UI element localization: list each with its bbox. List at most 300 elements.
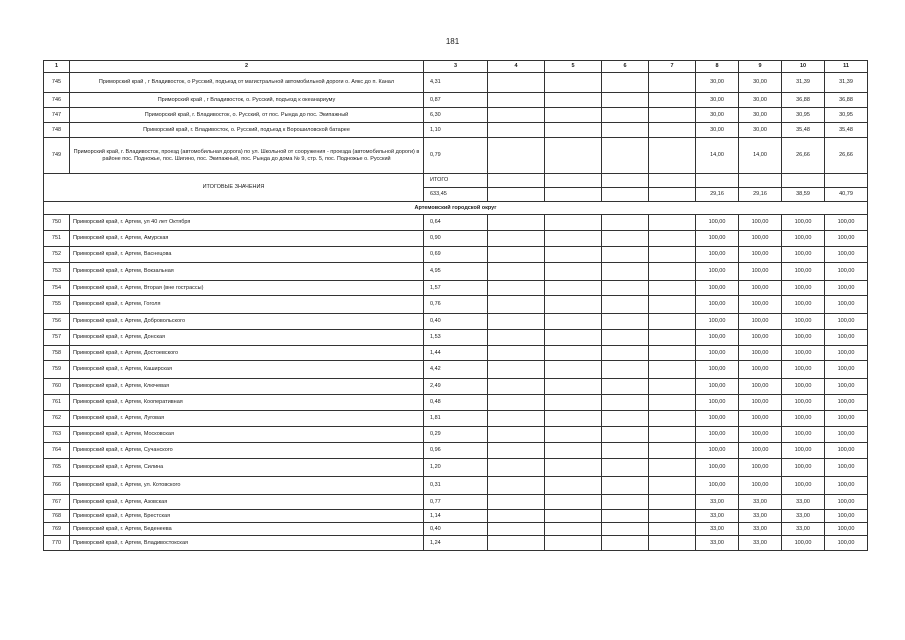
value-col-8: 33,00 <box>696 510 739 523</box>
road-name: Приморский край, г. Артем, Московская <box>70 427 424 443</box>
column-header-11: 11 <box>825 61 868 73</box>
column-header-6: 6 <box>602 61 649 73</box>
empty-cell <box>649 263 696 281</box>
value-col-9: 100,00 <box>739 395 782 411</box>
total-length: 633,45 <box>424 188 488 202</box>
empty-cell <box>545 108 602 123</box>
section-header-row <box>44 202 868 215</box>
value-col-8: 33,00 <box>696 523 739 536</box>
empty-cell <box>488 174 545 188</box>
empty-cell <box>649 379 696 395</box>
row-number: 762 <box>44 411 70 427</box>
table-row <box>44 427 868 443</box>
empty-cell <box>649 443 696 459</box>
table-row <box>44 73 868 93</box>
empty-cell <box>602 477 649 495</box>
empty-cell <box>545 247 602 263</box>
empty-cell <box>739 174 782 188</box>
row-number: 749 <box>44 138 70 174</box>
value-col-9: 100,00 <box>739 427 782 443</box>
table-row <box>44 93 868 108</box>
road-name: Приморский край, г. Артем, Владивостокская <box>70 536 424 551</box>
total-col-10: 38,59 <box>782 188 825 202</box>
value-col-10: 31,39 <box>782 73 825 93</box>
value-col-11: 31,39 <box>825 73 868 93</box>
value-col-11: 100,00 <box>825 459 868 477</box>
value-col-10: 100,00 <box>782 459 825 477</box>
length-value: 6,30 <box>424 108 488 123</box>
length-value: 1,57 <box>424 281 488 296</box>
length-value: 1,44 <box>424 346 488 361</box>
empty-cell <box>649 395 696 411</box>
road-name: Приморский край , г Владивосток, о Русский, подъезд от магистральной автомобильной дороги о. Аякс до п. Канал <box>70 73 424 93</box>
empty-cell <box>488 296 545 314</box>
table-row <box>44 296 868 314</box>
length-value: 1,20 <box>424 459 488 477</box>
row-number: 745 <box>44 73 70 93</box>
value-col-11: 100,00 <box>825 330 868 346</box>
value-col-11: 100,00 <box>825 247 868 263</box>
value-col-8: 100,00 <box>696 247 739 263</box>
value-col-10: 100,00 <box>782 411 825 427</box>
value-col-11: 100,00 <box>825 495 868 510</box>
empty-cell <box>545 93 602 108</box>
empty-cell <box>649 411 696 427</box>
value-col-8: 100,00 <box>696 379 739 395</box>
empty-cell <box>545 263 602 281</box>
value-col-8: 100,00 <box>696 443 739 459</box>
empty-cell <box>488 427 545 443</box>
length-value: 0,31 <box>424 477 488 495</box>
empty-cell <box>545 427 602 443</box>
empty-cell <box>649 123 696 138</box>
road-name: Приморский край, г. Артем, Донская <box>70 330 424 346</box>
empty-cell <box>488 443 545 459</box>
length-value: 0,40 <box>424 314 488 330</box>
column-header-3: 3 <box>424 61 488 73</box>
value-col-10: 33,00 <box>782 510 825 523</box>
table-row <box>44 459 868 477</box>
value-col-11: 100,00 <box>825 427 868 443</box>
table-row <box>44 495 868 510</box>
value-col-10: 100,00 <box>782 247 825 263</box>
road-name: Приморский край, г. Артем, Достоевского <box>70 346 424 361</box>
empty-cell <box>649 296 696 314</box>
empty-cell <box>488 459 545 477</box>
empty-cell <box>649 215 696 231</box>
totals-row-label <box>44 174 868 188</box>
value-col-8: 100,00 <box>696 215 739 231</box>
empty-cell <box>649 361 696 379</box>
empty-cell <box>602 138 649 174</box>
empty-cell <box>545 231 602 247</box>
value-col-9: 100,00 <box>739 477 782 495</box>
length-value: 0,76 <box>424 296 488 314</box>
table-row <box>44 231 868 247</box>
column-header-10: 10 <box>782 61 825 73</box>
column-header-9: 9 <box>739 61 782 73</box>
empty-cell <box>649 536 696 551</box>
value-col-11: 100,00 <box>825 231 868 247</box>
value-col-11: 100,00 <box>825 361 868 379</box>
column-header-7: 7 <box>649 61 696 73</box>
empty-cell <box>649 247 696 263</box>
empty-cell <box>602 296 649 314</box>
total-col-9: 29,16 <box>739 188 782 202</box>
length-value: 0,29 <box>424 427 488 443</box>
length-value: 0,79 <box>424 138 488 174</box>
empty-cell <box>602 123 649 138</box>
value-col-9: 100,00 <box>739 314 782 330</box>
road-data-table <box>43 60 868 551</box>
value-col-10: 100,00 <box>782 296 825 314</box>
value-col-11: 30,95 <box>825 108 868 123</box>
road-name: Приморский край, г. Артем, Кооперативная <box>70 395 424 411</box>
empty-cell <box>649 330 696 346</box>
length-value: 0,96 <box>424 443 488 459</box>
table-row <box>44 510 868 523</box>
row-number: 759 <box>44 361 70 379</box>
empty-cell <box>545 510 602 523</box>
value-col-9: 33,00 <box>739 495 782 510</box>
row-number: 746 <box>44 93 70 108</box>
value-col-8: 30,00 <box>696 93 739 108</box>
road-name: Приморский край, г. Артем, Вокзальная <box>70 263 424 281</box>
value-col-11: 100,00 <box>825 314 868 330</box>
road-name: Приморский край, г. Артем, Силина <box>70 459 424 477</box>
empty-cell <box>545 361 602 379</box>
empty-cell <box>602 330 649 346</box>
empty-cell <box>602 443 649 459</box>
empty-cell <box>649 523 696 536</box>
value-col-11: 100,00 <box>825 510 868 523</box>
empty-cell <box>602 247 649 263</box>
empty-cell <box>545 73 602 93</box>
empty-cell <box>545 314 602 330</box>
value-col-10: 100,00 <box>782 215 825 231</box>
empty-cell <box>649 459 696 477</box>
value-col-9: 33,00 <box>739 510 782 523</box>
value-col-11: 100,00 <box>825 215 868 231</box>
value-col-9: 100,00 <box>739 379 782 395</box>
value-col-10: 100,00 <box>782 231 825 247</box>
row-number: 767 <box>44 495 70 510</box>
column-header-5: 5 <box>545 61 602 73</box>
empty-cell <box>649 427 696 443</box>
row-number: 761 <box>44 395 70 411</box>
empty-cell <box>602 523 649 536</box>
value-col-8: 30,00 <box>696 123 739 138</box>
empty-cell <box>488 263 545 281</box>
value-col-10: 100,00 <box>782 263 825 281</box>
empty-cell <box>488 281 545 296</box>
empty-cell <box>545 395 602 411</box>
empty-cell <box>488 314 545 330</box>
value-col-8: 100,00 <box>696 361 739 379</box>
road-name: Приморский край, г. Артем, Васнецова <box>70 247 424 263</box>
value-col-10: 30,95 <box>782 108 825 123</box>
value-col-9: 100,00 <box>739 231 782 247</box>
length-value: 4,31 <box>424 73 488 93</box>
road-name: Приморский край, г. Артем, Луговая <box>70 411 424 427</box>
empty-cell <box>488 138 545 174</box>
empty-cell <box>488 395 545 411</box>
road-name: Приморский край, г. Артем, ул 40 лет Октября <box>70 215 424 231</box>
row-number: 751 <box>44 231 70 247</box>
empty-cell <box>782 174 825 188</box>
table-row <box>44 477 868 495</box>
empty-cell <box>602 379 649 395</box>
row-number: 750 <box>44 215 70 231</box>
value-col-11: 100,00 <box>825 395 868 411</box>
road-name: Приморский край, г. Владивосток, о. Русский, от пос. Рында до пос. Экипажный <box>70 108 424 123</box>
empty-cell <box>602 314 649 330</box>
empty-cell <box>602 395 649 411</box>
value-col-8: 100,00 <box>696 231 739 247</box>
road-name: Приморский край, г. Артем, Беденеева <box>70 523 424 536</box>
empty-cell <box>488 379 545 395</box>
value-col-11: 100,00 <box>825 443 868 459</box>
empty-cell <box>488 361 545 379</box>
value-col-8: 100,00 <box>696 477 739 495</box>
empty-cell <box>649 188 696 202</box>
empty-cell <box>696 174 739 188</box>
table-row <box>44 395 868 411</box>
empty-cell <box>602 108 649 123</box>
table-row <box>44 123 868 138</box>
empty-cell <box>545 477 602 495</box>
table-row <box>44 215 868 231</box>
empty-cell <box>602 231 649 247</box>
value-col-10: 100,00 <box>782 281 825 296</box>
value-col-11: 100,00 <box>825 379 868 395</box>
column-header-2: 2 <box>70 61 424 73</box>
empty-cell <box>602 188 649 202</box>
road-name: Приморский край, г. Артем, ул. Котовского <box>70 477 424 495</box>
value-col-8: 14,00 <box>696 138 739 174</box>
row-number: 748 <box>44 123 70 138</box>
empty-cell <box>488 536 545 551</box>
value-col-8: 100,00 <box>696 411 739 427</box>
empty-cell <box>602 281 649 296</box>
empty-cell <box>602 263 649 281</box>
length-value: 0,64 <box>424 215 488 231</box>
value-col-10: 100,00 <box>782 395 825 411</box>
empty-cell <box>602 174 649 188</box>
value-col-9: 100,00 <box>739 281 782 296</box>
empty-cell <box>649 477 696 495</box>
road-name: Приморский край , г Владивосток, о. Русский, подъезд к океанариуму <box>70 93 424 108</box>
value-col-9: 100,00 <box>739 411 782 427</box>
value-col-9: 100,00 <box>739 263 782 281</box>
length-value: 0,90 <box>424 231 488 247</box>
empty-cell <box>545 346 602 361</box>
length-value: 1,81 <box>424 411 488 427</box>
empty-cell <box>602 411 649 427</box>
column-header-4: 4 <box>488 61 545 73</box>
row-number: 747 <box>44 108 70 123</box>
value-col-10: 100,00 <box>782 427 825 443</box>
value-col-10: 35,48 <box>782 123 825 138</box>
empty-cell <box>602 536 649 551</box>
itogo-label: ИТОГО <box>424 174 488 188</box>
table-row <box>44 263 868 281</box>
empty-cell <box>602 215 649 231</box>
value-col-11: 35,48 <box>825 123 868 138</box>
length-value: 0,48 <box>424 395 488 411</box>
value-col-8: 100,00 <box>696 346 739 361</box>
empty-cell <box>602 346 649 361</box>
empty-cell <box>488 495 545 510</box>
value-col-8: 100,00 <box>696 263 739 281</box>
empty-cell <box>545 330 602 346</box>
value-col-8: 100,00 <box>696 281 739 296</box>
empty-cell <box>488 330 545 346</box>
empty-cell <box>488 188 545 202</box>
row-number: 757 <box>44 330 70 346</box>
empty-cell <box>488 231 545 247</box>
empty-cell <box>825 174 868 188</box>
empty-cell <box>602 510 649 523</box>
value-col-9: 30,00 <box>739 123 782 138</box>
table-row <box>44 108 868 123</box>
value-col-11: 36,88 <box>825 93 868 108</box>
road-name: Приморский край, г. Артем, Добровольского <box>70 314 424 330</box>
table-row <box>44 536 868 551</box>
row-number: 756 <box>44 314 70 330</box>
page-number: 181 <box>445 37 460 46</box>
empty-cell <box>649 174 696 188</box>
value-col-9: 14,00 <box>739 138 782 174</box>
table-row <box>44 330 868 346</box>
value-col-10: 100,00 <box>782 536 825 551</box>
road-name: Приморский край, г. Артем, Азовская <box>70 495 424 510</box>
column-header-8: 8 <box>696 61 739 73</box>
empty-cell <box>488 93 545 108</box>
empty-cell <box>488 123 545 138</box>
value-col-8: 100,00 <box>696 459 739 477</box>
table-row <box>44 138 868 174</box>
row-number: 758 <box>44 346 70 361</box>
row-number: 766 <box>44 477 70 495</box>
empty-cell <box>545 459 602 477</box>
length-value: 4,42 <box>424 361 488 379</box>
empty-cell <box>602 361 649 379</box>
totals-label: ИТОГОВЫЕ ЗНАЧЕНИЯ <box>44 174 424 202</box>
empty-cell <box>649 495 696 510</box>
table-row <box>44 281 868 296</box>
empty-cell <box>545 536 602 551</box>
row-number: 760 <box>44 379 70 395</box>
row-number: 752 <box>44 247 70 263</box>
value-col-8: 100,00 <box>696 427 739 443</box>
length-value: 1,53 <box>424 330 488 346</box>
empty-cell <box>545 495 602 510</box>
table-row <box>44 314 868 330</box>
value-col-10: 33,00 <box>782 523 825 536</box>
length-value: 1,14 <box>424 510 488 523</box>
row-number: 765 <box>44 459 70 477</box>
value-col-10: 100,00 <box>782 477 825 495</box>
row-number: 770 <box>44 536 70 551</box>
value-col-9: 30,00 <box>739 108 782 123</box>
value-col-9: 30,00 <box>739 73 782 93</box>
empty-cell <box>649 108 696 123</box>
empty-cell <box>649 93 696 108</box>
empty-cell <box>545 215 602 231</box>
length-value: 0,87 <box>424 93 488 108</box>
empty-cell <box>488 411 545 427</box>
empty-cell <box>649 231 696 247</box>
value-col-10: 100,00 <box>782 330 825 346</box>
row-number: 769 <box>44 523 70 536</box>
length-value: 1,24 <box>424 536 488 551</box>
value-col-8: 100,00 <box>696 296 739 314</box>
empty-cell <box>488 215 545 231</box>
road-name: Приморский край, г. Артем, Амурская <box>70 231 424 247</box>
road-name: Приморский край, г. Артем, Ключевая <box>70 379 424 395</box>
table-row <box>44 379 868 395</box>
empty-cell <box>488 73 545 93</box>
length-value: 1,10 <box>424 123 488 138</box>
value-col-10: 36,88 <box>782 93 825 108</box>
value-col-8: 30,00 <box>696 108 739 123</box>
table-row <box>44 361 868 379</box>
table-row <box>44 247 868 263</box>
value-col-11: 100,00 <box>825 477 868 495</box>
road-name: Приморский край, г. Артем, Сучанского <box>70 443 424 459</box>
empty-cell <box>488 477 545 495</box>
empty-cell <box>545 411 602 427</box>
length-value: 4,95 <box>424 263 488 281</box>
row-number: 764 <box>44 443 70 459</box>
value-col-9: 33,00 <box>739 523 782 536</box>
empty-cell <box>649 73 696 93</box>
row-number: 768 <box>44 510 70 523</box>
value-col-9: 100,00 <box>739 459 782 477</box>
empty-cell <box>488 523 545 536</box>
value-col-10: 33,00 <box>782 495 825 510</box>
road-name: Приморский край, г. Артем, Вторая (вне гострассы) <box>70 281 424 296</box>
value-col-11: 100,00 <box>825 411 868 427</box>
value-col-9: 30,00 <box>739 93 782 108</box>
value-col-9: 100,00 <box>739 443 782 459</box>
value-col-11: 100,00 <box>825 523 868 536</box>
empty-cell <box>602 459 649 477</box>
road-name: Приморский край, г. Артем, Брестская <box>70 510 424 523</box>
empty-cell <box>649 138 696 174</box>
column-header-row <box>44 61 868 73</box>
empty-cell <box>649 510 696 523</box>
length-value: 0,69 <box>424 247 488 263</box>
length-value: 2,49 <box>424 379 488 395</box>
row-number: 754 <box>44 281 70 296</box>
total-col-8: 29,16 <box>696 188 739 202</box>
empty-cell <box>545 138 602 174</box>
value-col-8: 30,00 <box>696 73 739 93</box>
empty-cell <box>649 346 696 361</box>
length-value: 0,77 <box>424 495 488 510</box>
value-col-9: 100,00 <box>739 346 782 361</box>
road-name: Приморский край, г. Артем, Каширская <box>70 361 424 379</box>
empty-cell <box>545 443 602 459</box>
empty-cell <box>488 108 545 123</box>
value-col-10: 100,00 <box>782 361 825 379</box>
empty-cell <box>545 281 602 296</box>
empty-cell <box>488 247 545 263</box>
value-col-10: 100,00 <box>782 379 825 395</box>
row-number: 755 <box>44 296 70 314</box>
